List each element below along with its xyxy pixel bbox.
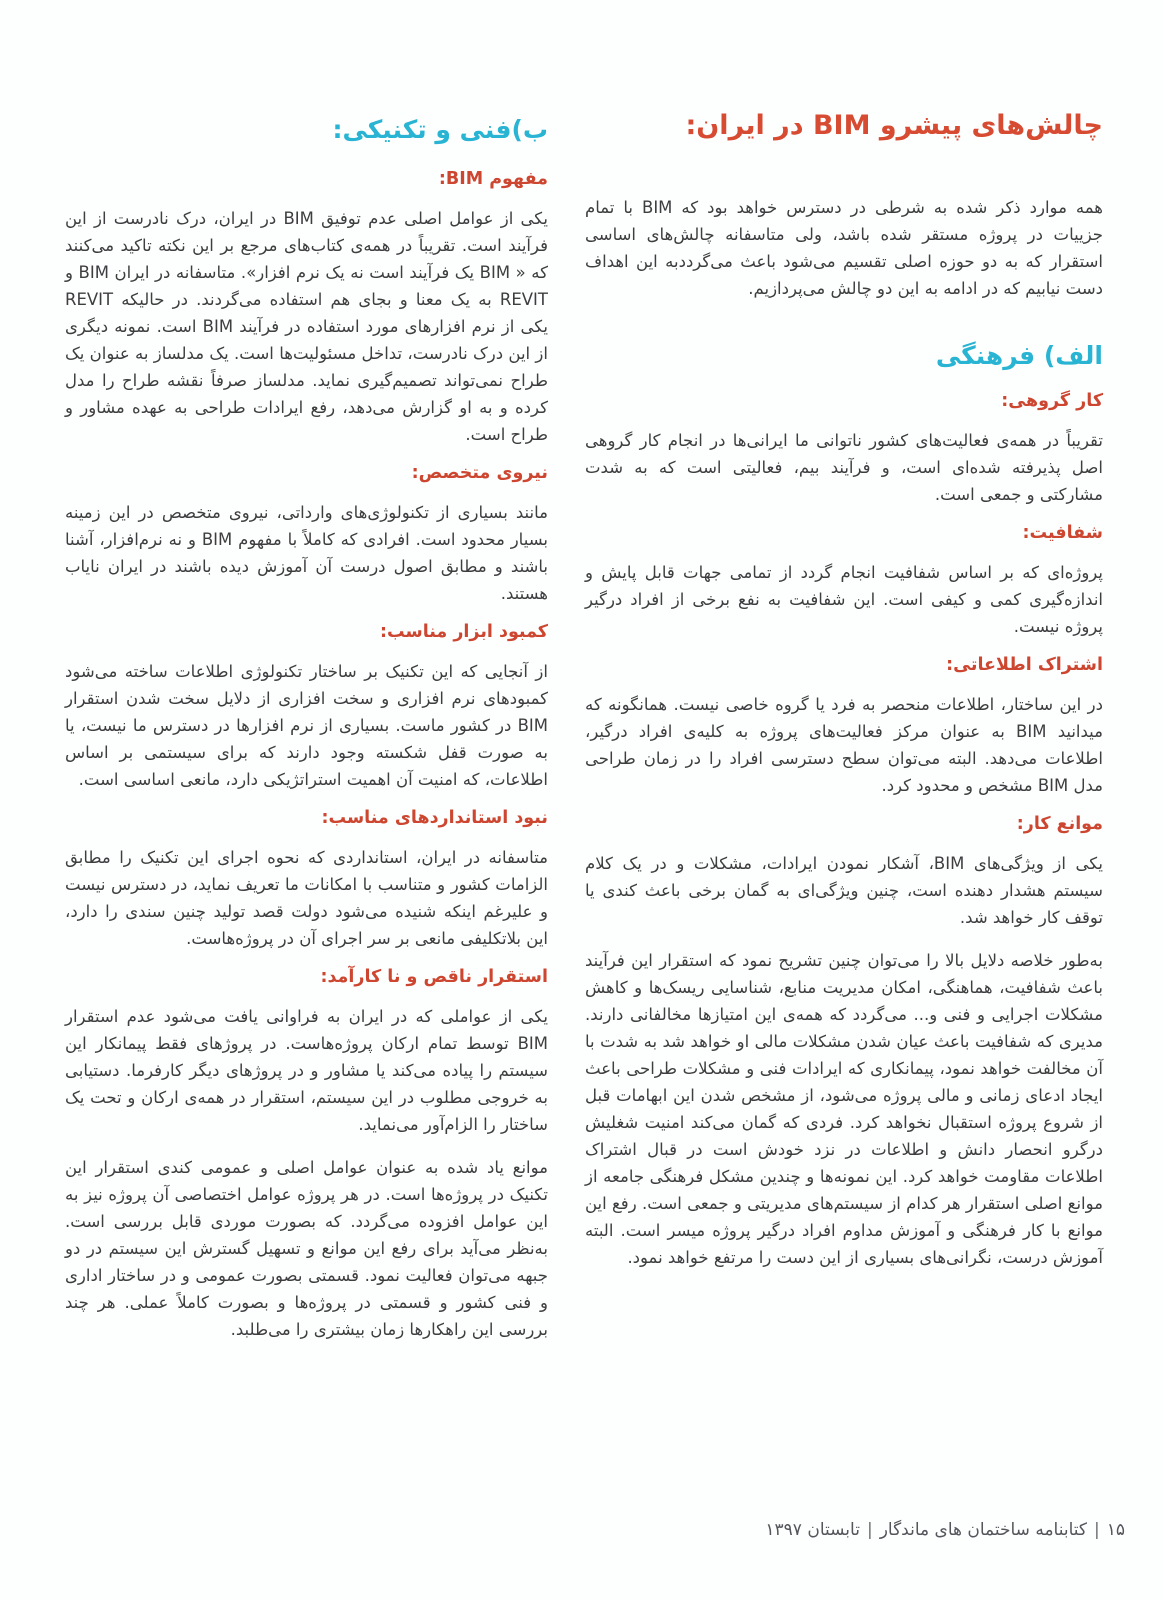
section-heading-cultural: الف) فرهنگی [935, 341, 1103, 370]
paragraph-work-obstacles-2: به‌طور خلاصه دلایل بالا را می‌توان چنین تشریح نمود که استقرار این فرآیند باعث شفافیت، هماهنگی، امکان مدیریت منابع، شناسایی ریسک‌ها و کاهش مشکلات اجرایی و فنی و... می‌گردد که همه‌ی این امتیازها مخالفانی دارند. مدیری که شفافیت باعث عیان شدن مشکلات مالی او خواهد شد به شدت با آن مخالفت خواهد نمود، پیمانکاری که ایرادات فنی و مشکلات طراحی باعث ایجاد ادعای زمانی و مالی پروژه می‌شود، از مشخص شدن این ابهامات قبل از شروع پروژه استقبال نخواهد کرد. فردی که گمان می‌کند امنیت شغلیش درگرو انحصار دانش و اطلاعات در نزد خودش است در قبال اشتراک اطلاعات مقاومت خواهد کرد. این نمونه‌ها و چندین مشکل فرهنگی جامعه از موانع اصلی استقرار هر کدام از سیستم‌های مدیریتی و جمعی است. رفع این موانع با کار فرهنگی و آموزش مداوم افراد درگیر پروژه میسر است. البته آموزش درست، نگرانی‌های بسیاری از این دست را مرتفع خواهد نمود. [585, 951, 1103, 1267]
paragraph-information-sharing: در این ساختار، اطلاعات منحصر به فرد یا گروه خاصی نیست. همانگونه که میدانید BIM به عنوان مرکز فعالیت‌های پروژه به کلیه‌ی افراد درگیر، اطلاعات می‌دهد. البته می‌توان سطح دسترسی افراد را در زمان طراحی مدل BIM مشخص و محدود کرد. [585, 695, 1103, 795]
publication-name: کتابنامه ساختمان های ماندگار [879, 1520, 1087, 1540]
subsection-heading-transparency: شفافیت: [1022, 523, 1103, 543]
issue-name: تابستان ۱۳۹۷ [765, 1520, 860, 1540]
section-heading-technical: ب)فنی و تکنیکی: [332, 115, 548, 144]
paragraph-bim-concept: یکی از عوامل اصلی عدم توفیق BIM در ایران، درک نادرست از این فرآیند است. تقریباً در همه‌ی کتاب‌های مرجع بر این نکته تاکید می‌کنند که « BIM یک فرآیند است نه یک نرم افزار». متاسفانه در ایران BIM و REVIT به یک معنا و بجای هم استفاده می‌گردند. در حالیکه REVIT یکی از نرم افزارهای مورد استفاده در فرآیند BIM است. نمونه دیگری از این درک نادرست، تداخل مسئولیت‌ها است. یک مدلساز به عنوان یک طراح نمی‌تواند تصمیم‌گیری نماید. مدلساز صرفاً نقشه طراح را مدل کرده و به او گزارش می‌دهد، رفع ایرادات طراحی به عهده مشاور و طراح است. [65, 209, 548, 444]
paragraph-lack-of-tools: از آنجایی که این تکنیک بر ساختار تکنولوژی اطلاعات ساخته می‌شود کمبودهای نرم افزاری و سخت افزاری از دلایل سخت شدن استقرار BIM در کشور ماست. بسیاری از نرم افزارها در دسترس ما نیست، یا به صورت قفل شکسته وجود دارند که برای سیستمی بر اساس اطلاعات، که امنیت آن اهمیت استراتژیکی دارد، مانعی اساسی است. [65, 662, 548, 789]
intro-paragraph: همه موارد ذکر شده به شرطی در دسترس خواهد بود که BIM با تمام جزییات در پروژه مستقر شده باشد، ولی متاسفانه چالش‌های اساسی استقرار که به دو حوزه اصلی تقسیم می‌شود باعث می‌گرددبه این اهداف دست نیابیم که در ادامه به این دو چالش می‌پردازیم. [585, 198, 1104, 298]
subsection-heading-lack-of-standards: نبود استانداردهای مناسب: [321, 808, 548, 828]
paragraph-lack-of-standards: متاسفانه در ایران، استانداردی که نحوه اجرای این تکنیک را مطابق الزامات کشور و متناسب با امکانات ما تعریف نماید، در دسترس نیست و علیرغم اینکه شنیده می‌شود دولت قصد تولید چنین سندی را دارد، این بلاتکلیفی مانعی بر سر اجرای آن در پروژه‌هاست. [65, 848, 548, 948]
subsection-heading-bim-concept: مفهوم BIM: [438, 169, 548, 189]
subsection-heading-work-obstacles: موانع کار: [1016, 814, 1103, 834]
page-number: ۱۵ [1106, 1520, 1125, 1540]
column-technical [65, 112, 548, 1349]
paragraph-expert-workforce: مانند بسیاری از تکنولوژی‌های وارداتی، نیروی متخصص در این زمینه بسیار محدود است. افرادی که کاملاً با مفهوم BIM و نه نرم‌افزار، آشنا باشند و مطابق اصول درست آن آموزش دیده باشند در ایران نایاب هستند. [65, 503, 549, 603]
paragraph-transparency: پروژه‌ای که بر اساس شفافیت انجام گردد از تمامی جهات قابل پایش و اندازه‌گیری کمی و کیفی است. این شفافیت به نفع برخی از افراد درگیر پروژه نیست. [585, 563, 1103, 636]
subsection-heading-teamwork: کار گروهی: [1001, 391, 1103, 411]
article-title: چالش‌های پیشرو BIM در ایران: [685, 110, 1103, 141]
subsection-heading-information-sharing: اشتراک اطلاعاتی: [946, 655, 1103, 675]
footer-separator: | [866, 1520, 873, 1540]
subsection-heading-incomplete-implementation: استقرار ناقص و نا کارآمد: [320, 967, 548, 987]
page-footer [765, 1517, 1125, 1543]
paragraph-teamwork: تقریباً در همه‌ی فعالیت‌های کشور ناتوانی ما ایرانی‌ها در انجام کار گروهی اصل پذیرفته شده‌ای است، و فرآیند بیم، فعالیتی است که به شدت مشارکتی و جمعی است. [585, 431, 1103, 504]
column-challenges-cultural [585, 106, 1103, 1277]
paragraph-work-obstacles-1: یکی از ویژگی‌های BIM، آشکار نمودن ایرادات، مشکلات و در یک کلام سیستم هشدار دهنده است، چنین ویژگی‌ای به گمان برخی باعث کندی یا توقف کار خواهد شد. [585, 854, 1103, 927]
subsection-heading-lack-of-tools: کمبود ابزار مناسب: [379, 622, 548, 642]
subsection-heading-expert-workforce: نیروی متخصص: [411, 463, 548, 483]
paragraph-incomplete-implementation-2: موانع یاد شده به عنوان عوامل اصلی و عمومی کندی استقرار این تکنیک در پروژه‌ها است. در هر پروژه عوامل اختصاصی آن پروژه نیز به این عوامل افزوده می‌گردد. که بصورت موردی قابل بررسی است. به‌نظر می‌آید برای رفع این موانع و تسهیل گسترش این سیستم در دو جبهه می‌توان فعالیت نمود. قسمتی بصورت عمومی و در ساختار اداری و فنی کشور و قسمتی در پروژه‌ها و بصورت کاملاً عملی. هر چند بررسی این راهکارها زمان بیشتری را می‌طلبد. [65, 1158, 548, 1339]
footer-separator: | [1094, 1520, 1100, 1540]
paragraph-incomplete-implementation-1: یکی از عواملی که در ایران به فراوانی یافت می‌شود عدم استقرار BIM توسط تمام ارکان پروژه‌هاست. در پروژهای فقط پیمانکار این سیستم را پیاده می‌کند یا مشاور و در پروژهای دیگر کارفرما. دستیابی به خروجی مطلوب در این سیستم، استقرار در همه‌ی ارکان و تحت یک ساختار را الزام‌آور می‌نماید. [65, 1007, 548, 1134]
